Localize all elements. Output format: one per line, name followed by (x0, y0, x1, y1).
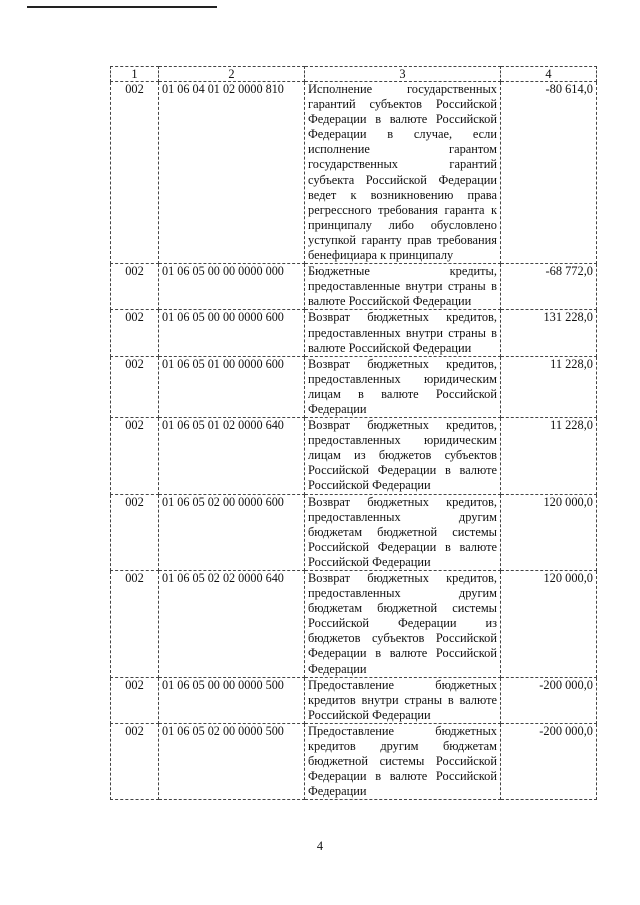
amount-cell: 120 000,0 (501, 494, 597, 570)
budget-code-cell: 01 06 05 02 00 0000 600 (159, 494, 305, 570)
budget-code-cell: 01 06 05 01 02 0000 640 (159, 418, 305, 494)
header-row (111, 67, 597, 82)
amount-cell: 131 228,0 (501, 310, 597, 356)
budget-code-cell: 01 06 05 01 00 0000 600 (159, 356, 305, 417)
description-cell: Предоставление бюджетных кредитов другим бюджетам бюджетной системы Российской Федерации в валюте Российской Федерации (305, 723, 501, 799)
table-row (111, 723, 597, 799)
budget-code-cell: 01 06 05 02 02 0000 640 (159, 571, 305, 678)
amount-cell: -200 000,0 (501, 677, 597, 723)
amount-cell: -80 614,0 (501, 82, 597, 264)
description-cell: Возврат бюджетных кредитов, предоставленных другим бюджетам бюджетной системы Российской Федерации из бюджетов субъектов Российской Федерации в валюте Российской Федерации (305, 571, 501, 678)
amount-cell: -68 772,0 (501, 264, 597, 310)
amount-cell: 11 228,0 (501, 356, 597, 417)
amount-cell: 120 000,0 (501, 571, 597, 678)
amount-cell: 11 228,0 (501, 418, 597, 494)
admin-code-cell: 002 (111, 310, 159, 356)
description-cell: Предоставление бюджетных кредитов внутри страны в валюте Российской Федерации (305, 677, 501, 723)
budget-code-cell: 01 06 05 00 00 0000 600 (159, 310, 305, 356)
table-row (111, 677, 597, 723)
budget-code-cell: 01 06 05 00 00 0000 000 (159, 264, 305, 310)
description-cell: Возврат бюджетных кредитов, предоставленных другим бюджетам бюджетной системы Российской Федерации в валюте Российской Федерации (305, 494, 501, 570)
admin-code-cell: 002 (111, 723, 159, 799)
table-row (111, 494, 597, 570)
top-rule (27, 6, 217, 8)
description-cell: Исполнение государственных гарантий субъектов Российской Федерации в валюте Российской Федерации в случае, если исполнение гарантом государственных гарантий субъекта Российской Федерации ведет к возникновению права регрессного требования гаранта к принципалу либо обусловлено уступкой гаранту прав требования бенефициара к принципалу (305, 82, 501, 264)
admin-code-cell: 002 (111, 571, 159, 678)
description-cell: Возврат бюджетных кредитов, предоставленных внутри страны в валюте Российской Федерации (305, 310, 501, 356)
budget-code-cell: 01 06 04 01 02 0000 810 (159, 82, 305, 264)
column-header: 1 (111, 67, 159, 82)
admin-code-cell: 002 (111, 494, 159, 570)
admin-code-cell: 002 (111, 677, 159, 723)
column-header: 4 (501, 67, 597, 82)
budget-sources-table (110, 66, 597, 800)
budget-code-cell: 01 06 05 02 00 0000 500 (159, 723, 305, 799)
admin-code-cell: 002 (111, 418, 159, 494)
table-row (111, 310, 597, 356)
column-header: 3 (305, 67, 501, 82)
table-row (111, 264, 597, 310)
description-cell: Возврат бюджетных кредитов, предоставленных юридическим лицам в валюте Российской Федерации (305, 356, 501, 417)
page-number: 4 (316, 839, 324, 853)
table-row (111, 82, 597, 264)
description-cell: Возврат бюджетных кредитов, предоставленных юридическим лицам из бюджетов субъектов Российской Федерации в валюте Российской Федерации (305, 418, 501, 494)
column-header: 2 (159, 67, 305, 82)
amount-cell: -200 000,0 (501, 723, 597, 799)
budget-code-cell: 01 06 05 00 00 0000 500 (159, 677, 305, 723)
admin-code-cell: 002 (111, 356, 159, 417)
admin-code-cell: 002 (111, 82, 159, 264)
table-row (111, 356, 597, 417)
table-row (111, 418, 597, 494)
admin-code-cell: 002 (111, 264, 159, 310)
table-row (111, 571, 597, 678)
description-cell: Бюджетные кредиты, предоставленные внутри страны в валюте Российской Федерации (305, 264, 501, 310)
